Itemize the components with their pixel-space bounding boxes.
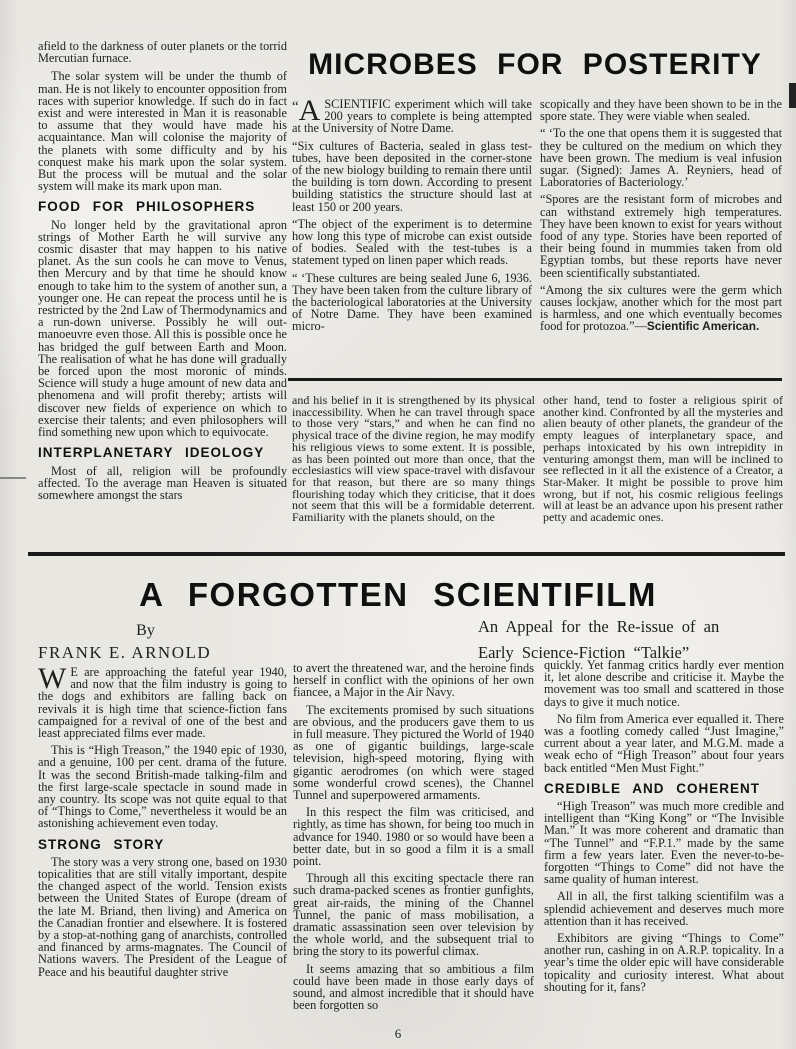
- full-width-rule: [28, 552, 785, 556]
- byline: [38, 622, 253, 663]
- article-title-a-forgotten-scientifilm: A FORGOTTEN SCIENTIFILM: [139, 576, 657, 613]
- ideology-continuation-column-1: [292, 395, 535, 530]
- page-number: 6: [394, 1026, 402, 1041]
- subtitle-line-1: An Appeal for the Re-issue of an: [478, 617, 720, 636]
- section-heading-credible-and-coherent: CREDIBLE AND COHERENT: [544, 780, 761, 796]
- paragraph: Exhibitors are giving “Things to Come” another run, cashing in on A.R.P. topicality. In a year’s time the older epic will have considerable topicality and curiosity interest. What about shouting for it, fans?: [544, 931, 784, 994]
- paragraph: afield to the darkness of outer planets or the torrid Mercutian furnace.: [38, 39, 287, 66]
- scientifilm-column-1: [38, 662, 287, 983]
- paragraph-text: E are approaching the fateful year 1940, and now that the film industry is going to the dogs and exhibitors are falling back on revivals it is high time that science-fiction fans campaigned for a revival of one of the best and least appreciated films ever made.: [38, 665, 287, 741]
- paragraph: and his belief in it is strengthened by its physical inaccessibility. When he can travel through space to those very “stars,” and when he can find no physical trace of the divine region, he may modify his religious views to some extent. It is possible, as has been pointed out more than once, that the ecclesiastics will view space-travel with disfavour for that reason, but there are so many things flourishing today which they criticise, that it does not seem that this will be a formidable deterrent. Familiarity with the planets should, on the: [292, 393, 535, 525]
- horizontal-rule: [288, 378, 782, 381]
- drop-cap-w: W: [38, 662, 67, 695]
- drop-cap-a: A: [298, 94, 321, 127]
- scan-artifact-right: [789, 83, 796, 108]
- paragraph-text: SCIENTIFIC experiment which will take 200 years to complete is being attempted at the University of Notre Dame.: [292, 97, 532, 136]
- paragraph: quickly. Yet fanmag critics hardly ever mention it, let alone describe and criticise it. Maybe the movement was too small and scattered in those days to give it much notice.: [544, 658, 784, 709]
- lead-paragraph: [292, 94, 532, 136]
- paragraph: The solar system will be under the thumb of man. He is not likely to encounter opposition from races with superior knowledge. If such do in fact exist and were interested in Man it is reasonable to assume that they would have made his acquaintance. Man will colonise the majority of the planets with some difficulty and by his conquest make his mark upon the solar system. But the process will be mutual and the solar system will make its mark upon man.: [38, 69, 287, 194]
- paragraph: “ ‘These cultures are being sealed June 6, 1936. They have been taken from the culture library of the bacteriological laboratories at the University of Notre Dame. They have been examined micro-: [292, 270, 532, 334]
- lead-paragraph: [38, 662, 287, 741]
- section-heading-food-for-philosophers: FOOD FOR PHILOSOPHERS: [38, 199, 256, 215]
- left-column-continuation: [38, 40, 287, 507]
- paragraph: In this respect the film was criticised, and rightly, as time has shown, for being too much in advance for 1940. 1980 or so would have been a better date, but in so good a film it is a small point.: [293, 805, 534, 869]
- paragraph: It seems amazing that so ambitious a film could have been made in those early days of sound, and almost incredible that it should have been forgotten so: [293, 961, 534, 1013]
- paragraph: “High Treason” was much more credible and intelligent than “King Kong” or “The Invisible Man.” It was more coherent and dramatic than “The Tunnel” and “F.P.1.” made by the same firm a few years later. Even the never-to-be-forgotten “Things to Come” did not have the same quality of human interest.: [544, 799, 784, 887]
- paragraph-text: “Among the six cultures were the germ which causes lockjaw, another which for the most part is harmless, and one which eventually becomes food for protozoa.”—: [540, 282, 782, 334]
- byline-author: FRANK E. ARNOLD: [38, 643, 212, 662]
- microbes-column-1: [292, 94, 532, 338]
- paragraph: “The object of the experiment is to determine how long this type of microbe can exist outside of bodies. Sealed with the test-tubes is a statement typed on linen paper which reads.: [292, 216, 532, 268]
- paragraph: Most of all, religion will be profoundly affected. To the average man Heaven is situated somewhere amongst the stars: [38, 463, 287, 502]
- paragraph: No longer held by the gravitational apron strings of Mother Earth he will survive any cosmic disaster that may happen to his native planet. As the sun cools he can move to Venus, then Mercury and by that time he should know enough to take him to the system of another sun, a younger one. He can repeat the process until he is restricted by the 2nd Law of Thermodynamics and a run-down universe. Possibly he will out-manoeuvre even those. All this is possible once he has bridged the gulf between Earth and Moon. The realisation of what he has done will gradually be forced upon the most moronic of minds. Science will study a huge amount of new data and phenomena and will profit thereby; artists will discover new fields of experience on which to exercise their talents; and even philosophers will find something new upon which to equivocate.: [38, 217, 287, 440]
- paragraph: to avert the threatened war, and the heroine finds herself in conflict with the opinions of her own fiancee, a Major in the Air Navy.: [293, 661, 534, 700]
- paragraph: “ ‘To the one that opens them it is suggested that they be cultured on the medium on which they have been grown. The medium is veal infusion sugar. (Signed): James A. Reyniers, head of Laboratories of Bacteriology.’: [540, 126, 782, 190]
- paragraph: This is “High Treason,” the 1940 epic of 1930, and a genuine, 100 per cent. drama of the future. It was the second British-made talking-film and the first large-scale spectacle in sound made in any country. Its scope was not quite equal to that of “Things to Come,” nevertheless it would be an astonishing achievement even today.: [38, 743, 287, 831]
- drop-cap-wrap: [38, 662, 67, 695]
- scientifilm-column-3: [544, 659, 784, 998]
- source-attribution: Scientific American.: [646, 319, 760, 334]
- microbes-column-2: [540, 98, 782, 338]
- byline-by: By: [136, 622, 155, 639]
- paragraph: “Six cultures of Bacteria, sealed in glass test-tubes, have been deposited in the corner-stone of the new biology building to remain there until the building is torn down. According to present building statistics the structure should last at least 150 or 200 years.: [292, 138, 532, 214]
- paragraph: “Spores are the resistant form of microbes and can withstand extremely high temperatures. They have been known to exist for years without food of any type. Stories have been reported of their being found in mummies taken from old Egyptian tombs, but these reports have never been scientifically substantiated.: [540, 192, 782, 280]
- paragraph: All in all, the first talking scientifilm was a splendid achievement and deserves much more attention than it has received.: [544, 889, 784, 928]
- paragraph: The excitements promised by such situations are obvious, and the producers gave them to us in full measure. They pictured the World of 1940 as one of gigantic buildings, large-scale television, high-speed motoring, flying with gigantic aerodromes (on which were staged some wonderful crowd scenes), the Channel Tunnel and superpowered armaments.: [293, 702, 534, 803]
- paragraph: scopically and they have been shown to be in the spore state. They were viable when sealed.: [540, 97, 782, 124]
- section-heading-interplanetary-ideology: INTERPLANETARY IDEOLOGY: [38, 445, 265, 461]
- scan-artifact-left: [0, 477, 26, 479]
- section-heading-strong-story: STRONG STORY: [38, 836, 165, 852]
- drop-cap-wrap: [292, 94, 321, 127]
- subtitle-line-2: Early Science-Fiction “Talkie”: [478, 643, 690, 662]
- article-title-microbes-for-posterity: MICROBES FOR POSTERITY: [308, 48, 762, 81]
- paragraph: The story was a very strong one, based on 1930 topicalities that are still vitally important, despite the changed aspect of the world. Tension exists between the United States of Europe (dream of the late M. Briand, then living) and America on the Canadian frontier and elsewhere. It is fostered by a stop-at-nothing gang of anarchists, controlled and financed by arms-magnates. The Council of Nations wavers. The President of the League of Peace and his beautiful daughter strive: [38, 854, 287, 979]
- scientifilm-column-2: [293, 662, 534, 1016]
- lead-quote-mark: “: [292, 99, 299, 115]
- ideology-continuation-column-2: [543, 395, 783, 530]
- paragraph: [540, 284, 782, 333]
- paragraph: No film from America ever equalled it. There was a footling comedy called “Just Imagine,” current about a year later, and M.G.M. made a weak echo of “High Treason” about four years back entitled “Men Must Fight.”: [544, 711, 784, 775]
- paragraph: other hand, tend to foster a religious spirit of another kind. Confronted by all the mysteries and alien beauty of other planets, the grandeur of the empty leagues of interplanetary space, and perhaps intoxicated by his own intrepidity in venturing amongst them, man will be inclined to see reflected in it all the existence of a Creator, a Star-Maker. It might be possible to prove him wrong, but if not, his cosmic religious feelings will at least be an advance upon his present rather petty and academic ones.: [543, 393, 783, 525]
- paragraph: Through all this exciting spectacle there ran such drama-packed scenes as frontier gunfights, great air-raids, the mining of the Channel Tunnel, the panic of mass mobilisation, a dramatic assassination seen over television by the whole world, and the subsequent trial to bring the story to its powerful climax.: [293, 871, 534, 959]
